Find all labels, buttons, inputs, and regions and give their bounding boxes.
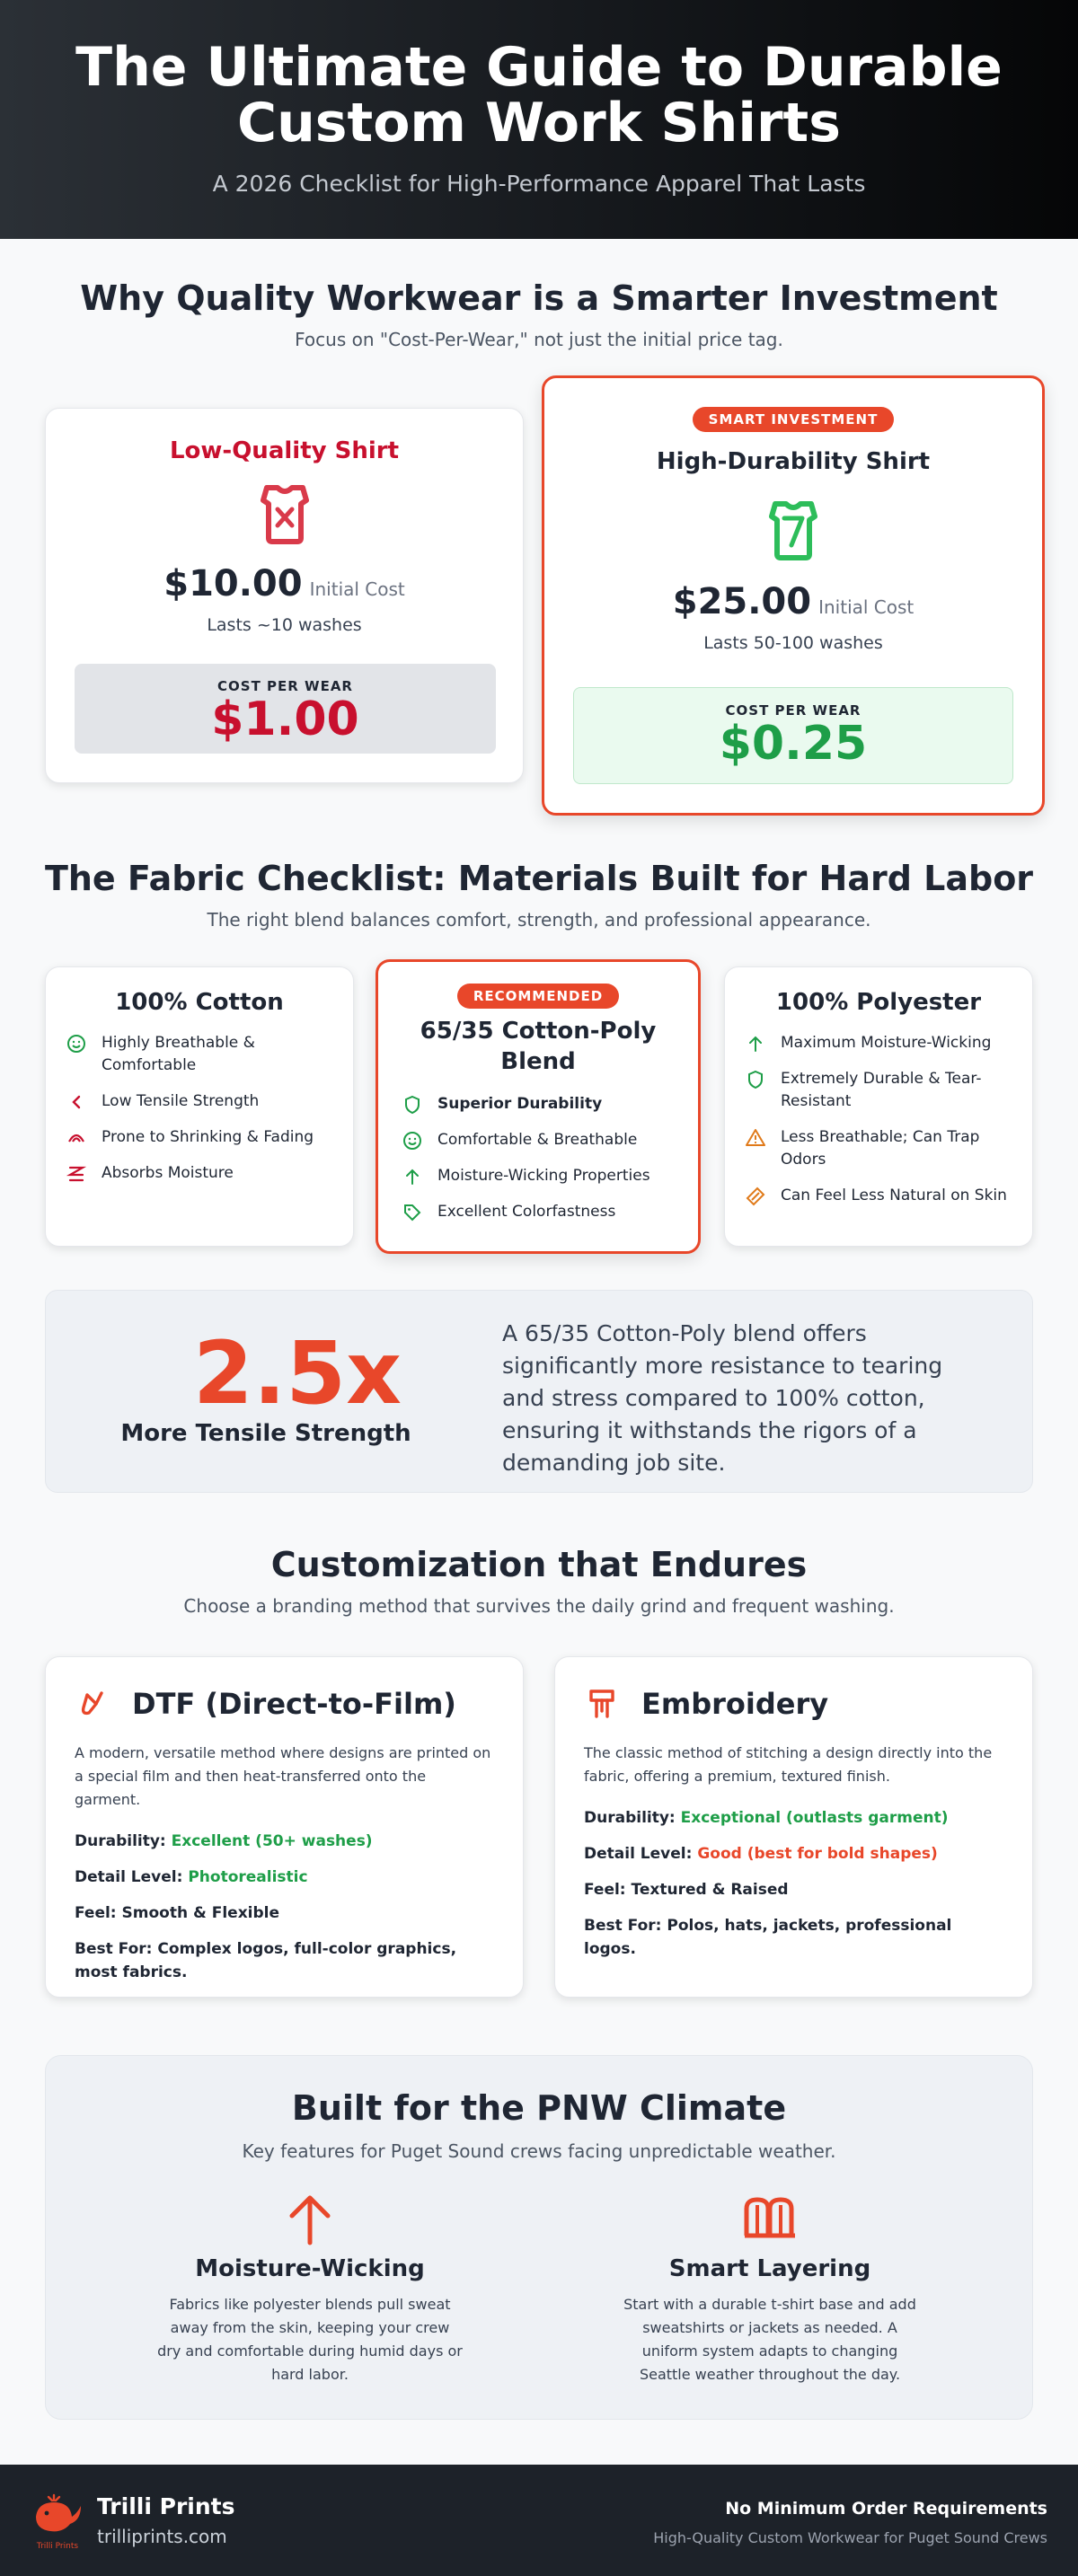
blend-card	[376, 959, 701, 1254]
low-quality-title: Low-Quality Shirt	[169, 437, 400, 464]
high-lasts: Lasts 50-100 washes	[703, 633, 883, 653]
pnw-section	[45, 2055, 1033, 2420]
high-cost-per-wear: COST PER WEAR $0.25	[573, 687, 1013, 784]
low-price: $10.00 Initial Cost	[163, 563, 405, 604]
smile-icon	[66, 1033, 87, 1054]
polyester-card	[724, 966, 1033, 1247]
whale-logo-icon: Trilli Prints	[31, 2493, 84, 2551]
dtf-card	[45, 1656, 524, 1998]
low-quality-card	[45, 408, 524, 783]
embroidery-best-for: Best For: Polos, hats, jackets, professional logos.	[584, 1917, 952, 1958]
footer-url[interactable]: trilliprints.com	[97, 2526, 227, 2547]
footer-brand: Trilli Prints	[97, 2493, 235, 2519]
moisture-wicking-feature	[157, 2192, 463, 2386]
list-item: Moisture-Wicking Properties	[402, 1165, 676, 1187]
pnw-subtitle: Key features for Puget Sound crews facing unpredictable weather.	[242, 2140, 836, 2162]
sewing-machine-icon	[584, 1686, 620, 1722]
investment-header	[0, 278, 1078, 350]
film-print-icon	[75, 1686, 110, 1722]
warning-icon	[745, 1127, 766, 1149]
investment-subtitle: Focus on "Cost-Per-Wear," not just the initial price tag.	[295, 329, 783, 350]
stat-description: A 65/35 Cotton-Poly blend offers significantly more resistance to tearing and stress compared to 100% cotton, ensuring it withstands the rigors of a demanding job site.	[502, 1320, 943, 1476]
list-item: Excellent Colorfastness	[402, 1201, 676, 1223]
embroidery-card	[554, 1656, 1033, 1998]
embroidery-heading: Embroidery	[584, 1686, 1003, 1722]
hero-header	[0, 0, 1078, 239]
custom-title: Customization that Endures	[270, 1545, 808, 1584]
arrow-up-icon	[285, 2192, 335, 2246]
blend-title: 65/35 Cotton-Poly Blend	[420, 1018, 657, 1075]
durable-shirt-icon	[544, 498, 1042, 565]
arrow-up-icon	[402, 1166, 423, 1187]
pnw-title: Built for the PNW Climate	[291, 2088, 787, 2128]
custom-subtitle: Choose a branding method that survives the daily grind and frequent washing.	[183, 1595, 895, 1617]
smart-investment-badge: SMART INVESTMENT	[693, 407, 895, 432]
shield-icon	[402, 1094, 423, 1116]
stat-label: More Tensile Strength	[120, 1420, 411, 1447]
list-item: Absorbs Moisture	[66, 1162, 333, 1185]
dtf-best-for: Best For: Complex logos, full-color graphics, most fabrics.	[75, 1940, 457, 1981]
high-price: $25.00 Initial Cost	[672, 581, 915, 622]
moisture-icon	[66, 1163, 87, 1185]
investment-title: Why Quality Workwear is a Smarter Investment	[80, 278, 998, 318]
list-item: Prone to Shrinking & Fading	[66, 1126, 333, 1149]
recommended-badge: RECOMMENDED	[457, 984, 619, 1009]
footer-tagline: No Minimum Order Requirements	[725, 2499, 1047, 2519]
high-durability-card	[542, 375, 1045, 816]
footer	[0, 2465, 1078, 2576]
high-durability-title: High-Durability Shirt	[656, 448, 931, 475]
shield-icon	[745, 1069, 766, 1090]
list-item: Comfortable & Breathable	[402, 1129, 676, 1151]
embroidery-feel: Feel: Textured & Raised	[584, 1881, 789, 1899]
smart-layering-title: Smart Layering	[668, 2255, 871, 2282]
cotton-card	[45, 966, 354, 1247]
blend-list	[402, 1093, 676, 1223]
diamond-icon	[745, 1186, 766, 1207]
torn-shirt-icon	[46, 482, 523, 549]
chevron-left-icon	[66, 1091, 87, 1113]
moisture-wicking-title: Moisture-Wicking	[195, 2255, 425, 2282]
page-title: The Ultimate Guide to Durable Custom Work Shirts	[75, 36, 1003, 154]
embroidery-detail: Detail Level: Good (best for bold shapes)	[584, 1845, 938, 1863]
moisture-wicking-desc: Fabrics like polyester blends pull sweat away from the skin, keeping your crew dry and comfortable during humid days or hard labor.	[157, 2296, 463, 2383]
list-item: Extremely Durable & Tear-Resistant	[745, 1068, 1012, 1113]
dtf-detail: Detail Level: Photorealistic	[75, 1868, 308, 1886]
smart-layering-feature	[617, 2192, 923, 2386]
cotton-title: 100% Cotton	[115, 989, 284, 1016]
embroidery-durability: Durability: Exceptional (outlasts garment)	[584, 1809, 949, 1827]
dtf-durability: Durability: Excellent (50+ washes)	[75, 1832, 373, 1850]
tensile-strength-stat	[45, 1290, 1033, 1493]
smile-icon	[402, 1130, 423, 1151]
list-item: Can Feel Less Natural on Skin	[745, 1185, 1012, 1207]
dtf-description: A modern, versatile method where designs are printed on a special film and then heat-transferred onto the garment.	[75, 1744, 491, 1808]
list-item: Maximum Moisture-Wicking	[745, 1032, 1012, 1054]
shrink-icon	[66, 1127, 87, 1149]
polyester-title: 100% Polyester	[775, 989, 982, 1016]
page-subtitle: A 2026 Checklist for High-Performance Apparel That Lasts	[212, 171, 866, 197]
arrow-up-icon	[745, 1033, 766, 1054]
layers-icon	[743, 2192, 797, 2246]
footer-subtagline: High-Quality Custom Workwear for Puget Sound Crews	[653, 2529, 1047, 2546]
dtf-feel: Feel: Smooth & Flexible	[75, 1904, 280, 1922]
list-item: Highly Breathable & Comfortable	[66, 1032, 333, 1077]
dtf-heading: DTF (Direct-to-Film)	[75, 1686, 494, 1722]
low-cost-per-wear: COST PER WEAR $1.00	[75, 664, 496, 754]
stat-value: 2.5x	[193, 1323, 402, 1424]
low-lasts: Lasts ~10 washes	[207, 615, 362, 635]
list-item: Superior Durability	[402, 1093, 676, 1116]
custom-header	[0, 1545, 1078, 1617]
list-item: Low Tensile Strength	[66, 1090, 333, 1113]
fabric-subtitle: The right blend balances comfort, strength, and professional appearance.	[207, 909, 871, 931]
embroidery-description: The classic method of stitching a design directly into the fabric, offering a premium, textured finish.	[584, 1744, 993, 1785]
list-item: Less Breathable; Can Trap Odors	[745, 1126, 1012, 1171]
polyester-list	[745, 1032, 1012, 1207]
fabric-title: The Fabric Checklist: Materials Built for Hard Labor	[44, 859, 1034, 898]
cotton-list	[66, 1032, 333, 1185]
tag-icon	[402, 1202, 423, 1223]
fabric-header	[0, 859, 1078, 931]
smart-layering-desc: Start with a durable t-shirt base and add sweatshirts or jackets as needed. A uniform system adapts to changing Seattle weather throughout the day.	[623, 2296, 916, 2383]
